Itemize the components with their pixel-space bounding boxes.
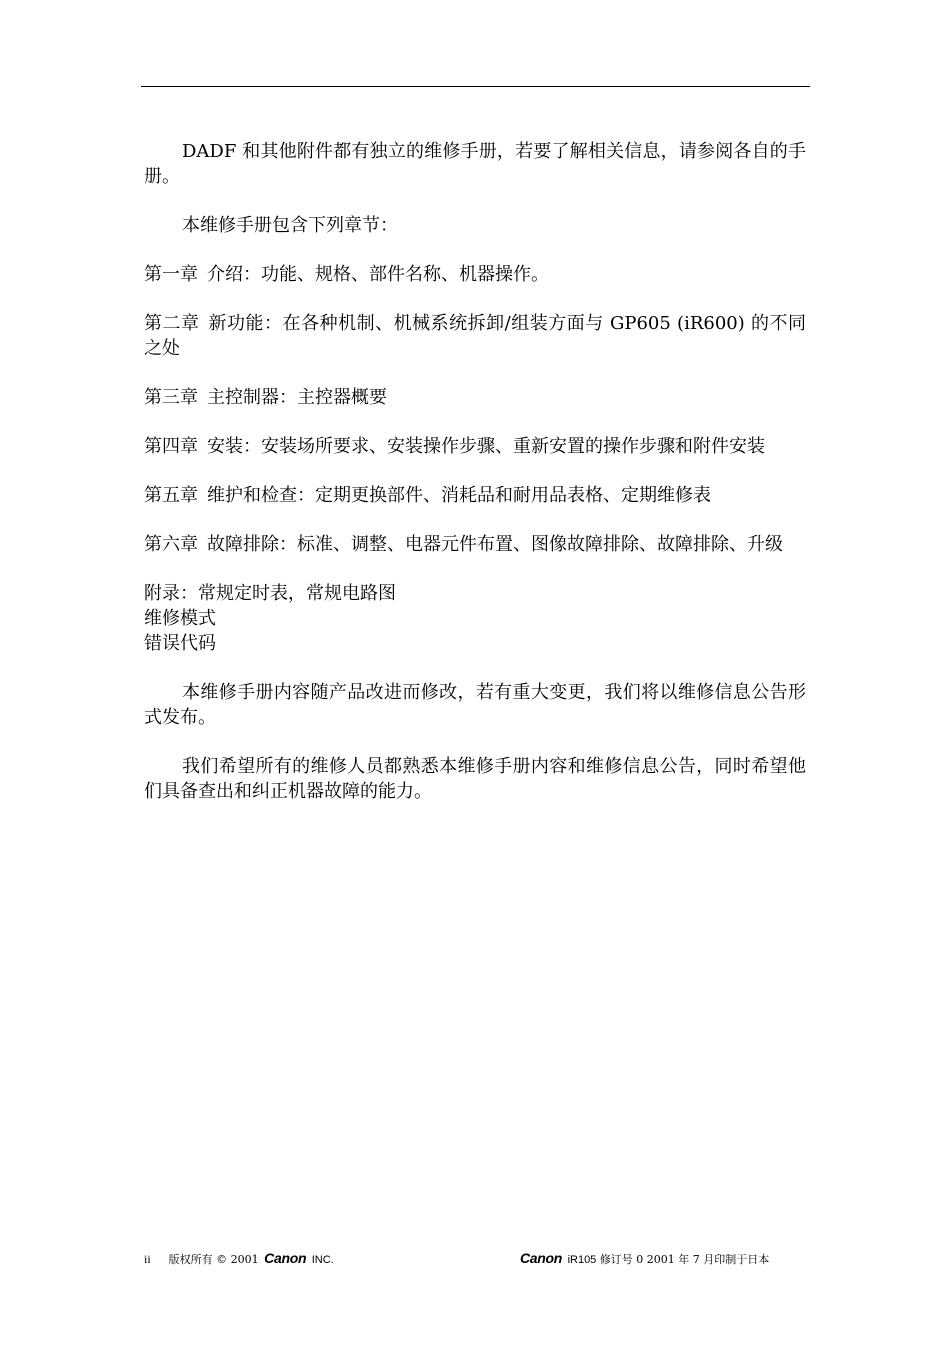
- chapters-intro: 本维修手册包含下列章节：: [182, 215, 398, 236]
- revision-note: 本维修手册内容随产品改进而修改，若有重大变更，我们将以维修信息公告形式发布。: [144, 682, 806, 728]
- hope-note: 我们希望所有的维修人员都熟悉本维修手册内容和维修信息公告，同时希望他们具备查出和纠正机器故障的能力。: [144, 756, 806, 802]
- page-number: ii: [144, 1252, 151, 1266]
- footer-left: [144, 1250, 334, 1268]
- chapter-5-text: 维护和检查：定期更换部件、消耗品和耐用品表格、定期维修表: [207, 485, 711, 506]
- chapter-2-text: 新功能：在各种机制、机械系统拆卸/组装方面与 GP605 (iR600) 的不同之处: [144, 313, 806, 359]
- chapter-2-number: 第二章: [144, 313, 200, 334]
- copyright-text: 版权所有 © 2001: [168, 1253, 259, 1266]
- revision-info: 修订号 0 2001 年 7 月印制于日本: [599, 1253, 770, 1266]
- chapter-5: [144, 483, 806, 508]
- document-body: [144, 139, 806, 828]
- chapter-2: [144, 311, 806, 361]
- company-suffix: INC.: [311, 1254, 334, 1266]
- header-rule: [141, 86, 810, 87]
- canon-logo-right: Canon: [520, 1250, 563, 1266]
- model-name: iR105: [567, 1254, 597, 1266]
- canon-logo: Canon: [264, 1250, 307, 1266]
- error-code-line: 错误代码: [144, 633, 216, 654]
- chapter-3-number: 第三章: [144, 387, 198, 408]
- footer-right: [518, 1250, 769, 1268]
- chapter-3-text: 主控制器：主控器概要: [207, 387, 387, 408]
- chapter-3: [144, 385, 806, 410]
- service-mode-line: 维修模式: [144, 608, 216, 629]
- chapter-6: [144, 532, 806, 557]
- chapter-1-number: 第一章: [144, 264, 198, 285]
- chapter-4-text: 安装：安装场所要求、安装操作步骤、重新安置的操作步骤和附件安装: [207, 436, 765, 457]
- chapter-5-number: 第五章: [144, 485, 198, 506]
- appendix-line: 附录：常规定时表，常规电路图: [144, 583, 396, 604]
- chapter-1: [144, 262, 806, 287]
- chapter-6-text: 故障排除：标准、调整、电器元件布置、图像故障排除、故障排除、升级: [207, 534, 783, 555]
- chapter-6-number: 第六章: [144, 534, 198, 555]
- chapter-4: [144, 434, 806, 459]
- chapter-1-text: 介绍：功能、规格、部件名称、机器操作。: [207, 264, 549, 285]
- dadf-note: DADF 和其他附件都有独立的维修手册，若要了解相关信息，请参阅各自的手册。: [144, 141, 806, 187]
- chapter-4-number: 第四章: [144, 436, 198, 457]
